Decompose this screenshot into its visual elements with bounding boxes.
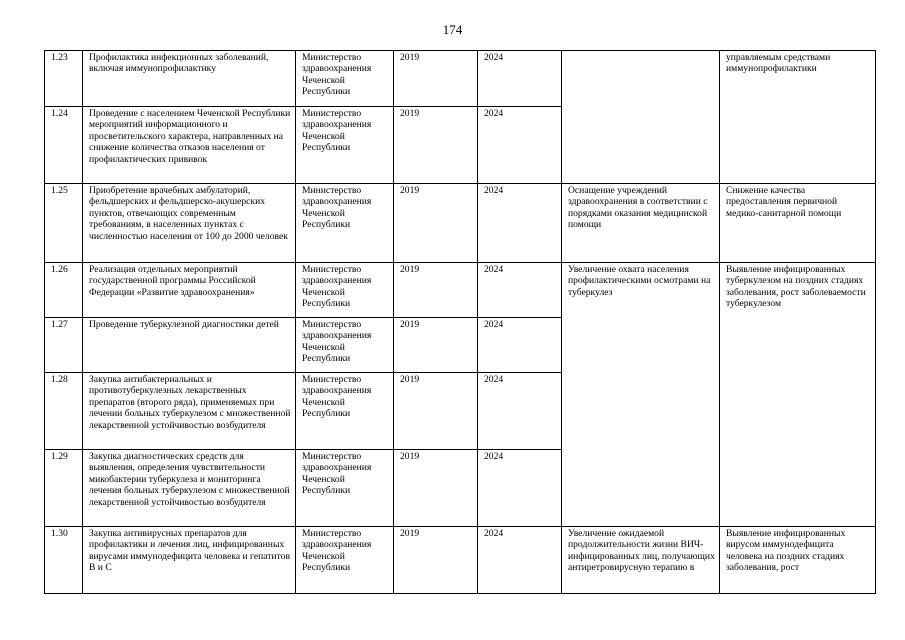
expected-result: Увеличение ожидаемой продолжительности жизни ВИЧ-инфицированных лиц, получающих антиретровирусную терапию в bbox=[562, 527, 720, 594]
row-number: 1.29 bbox=[45, 450, 83, 527]
start-year: 2019 bbox=[394, 51, 478, 107]
measure-name: Реализация отдельных мероприятий государственной программы Российской Федерации «Развитие здравоохранения» bbox=[83, 263, 296, 318]
start-year: 2019 bbox=[394, 373, 478, 450]
expected-result bbox=[562, 51, 720, 184]
end-year: 2024 bbox=[478, 184, 562, 263]
table-row bbox=[45, 51, 876, 107]
row-number: 1.26 bbox=[45, 263, 83, 318]
measure-name: Профилактика инфекционных заболеваний, включая иммунопрофилактику bbox=[83, 51, 296, 107]
executor: Министерство здравоохранения Чеченской Республики bbox=[296, 373, 394, 450]
start-year: 2019 bbox=[394, 318, 478, 373]
row-number: 1.27 bbox=[45, 318, 83, 373]
start-year: 2019 bbox=[394, 263, 478, 318]
start-year: 2019 bbox=[394, 184, 478, 263]
expected-result: Оснащение учреждений здравоохранения в соответствии с порядками оказания медицинской помощи bbox=[562, 184, 720, 263]
consequence: управляемым средствами иммунопрофилактики bbox=[720, 51, 876, 184]
page-number: 174 bbox=[442, 22, 463, 37]
end-year: 2024 bbox=[478, 107, 562, 184]
measure-name: Закупка антибактериальных и противотуберкулезных лекарственных препаратов (второго ряда), применяемых при лечении больных туберкулезом с множественной лекарственной устойчивостью возбудителя bbox=[83, 373, 296, 450]
measure-name: Проведение туберкулезной диагностики детей bbox=[83, 318, 296, 373]
end-year: 2024 bbox=[478, 373, 562, 450]
row-number: 1.23 bbox=[45, 51, 83, 107]
table-row bbox=[45, 263, 876, 318]
row-number: 1.25 bbox=[45, 184, 83, 263]
executor: Министерство здравоохранения Чеченской Республики bbox=[296, 318, 394, 373]
table-row bbox=[45, 527, 876, 594]
row-number: 1.30 bbox=[45, 527, 83, 594]
consequence: Снижение качества предоставления первичной медико-санитарной помощи bbox=[720, 184, 876, 263]
executor: Министерство здравоохранения Чеченской Республики bbox=[296, 263, 394, 318]
start-year: 2019 bbox=[394, 527, 478, 594]
executor: Министерство здравоохранения Чеченской Республики bbox=[296, 107, 394, 184]
start-year: 2019 bbox=[394, 450, 478, 527]
row-number: 1.24 bbox=[45, 107, 83, 184]
measure-name: Закупка диагностических средств для выявления, определения чувствительности микобактерии туберкулеза и мониторинга лечения больных туберкулезом с множественной лекарственной устойчивостью возбудителя bbox=[83, 450, 296, 527]
table-row bbox=[45, 184, 876, 263]
end-year: 2024 bbox=[478, 318, 562, 373]
measure-name: Приобретение врачебных амбулаторий, фельдшерских и фельдшерско-акушерских пунктов, отвечающих современным требованиям, в населенных пунктах с численностью населения от 100 до 2000 человек bbox=[83, 184, 296, 263]
row-number: 1.28 bbox=[45, 373, 83, 450]
consequence: Выявление инфицированных туберкулезом на поздних стадиях заболевания, рост заболеваемости туберкулезом bbox=[720, 263, 876, 527]
executor: Министерство здравоохранения Чеченской Республики bbox=[296, 527, 394, 594]
end-year: 2024 bbox=[478, 527, 562, 594]
end-year: 2024 bbox=[478, 450, 562, 527]
measures-table bbox=[44, 50, 876, 594]
end-year: 2024 bbox=[478, 51, 562, 107]
consequence: Выявление инфицированных вирусом иммунодефицита человека на поздних стадиях заболевания, рост bbox=[720, 527, 876, 594]
end-year: 2024 bbox=[478, 263, 562, 318]
executor: Министерство здравоохранения Чеченской Республики bbox=[296, 184, 394, 263]
executor: Министерство здравоохранения Чеченской Республики bbox=[296, 450, 394, 527]
expected-result: Увеличение охвата населения профилактическими осмотрами на туберкулез bbox=[562, 263, 720, 527]
executor: Министерство здравоохранения Чеченской Республики bbox=[296, 51, 394, 107]
measure-name: Проведение с населением Чеченской Республики мероприятий информационного и просветительского характера, направленных на снижение количества отказов населения от профилактических прививок bbox=[83, 107, 296, 184]
measure-name: Закупка антивирусных препаратов для профилактики и лечения лиц, инфицированных вирусами иммунодефицита человека и гепатитов В и С bbox=[83, 527, 296, 594]
start-year: 2019 bbox=[394, 107, 478, 184]
